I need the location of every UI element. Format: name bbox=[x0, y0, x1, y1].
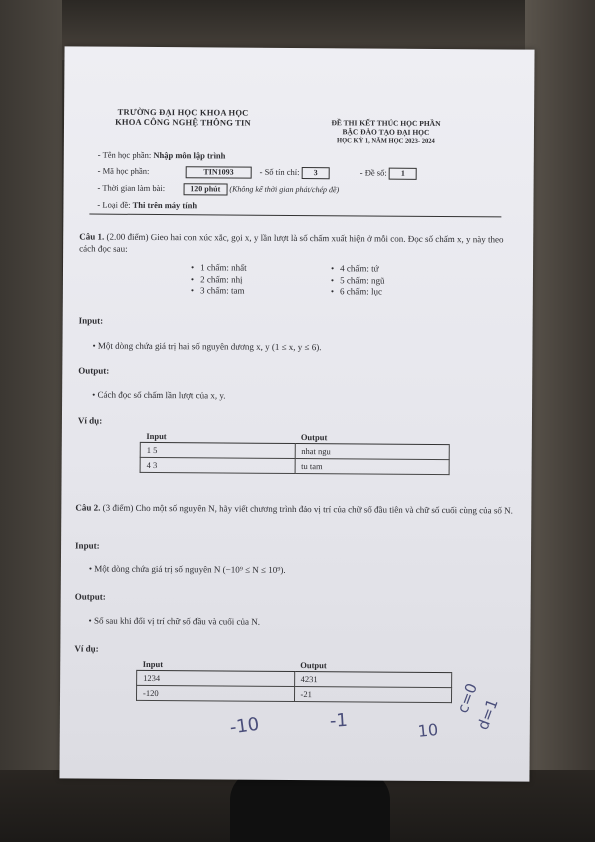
credits-value: 3 bbox=[302, 167, 330, 179]
table-row bbox=[136, 685, 451, 702]
code-row bbox=[98, 166, 498, 181]
credits-label: - Số tín chỉ: bbox=[259, 166, 300, 178]
table-cell: 1 5 bbox=[140, 442, 295, 458]
q1-reading-2: • 2 chấm: nhị bbox=[191, 274, 247, 286]
exam-no-value: 1 bbox=[389, 168, 417, 180]
table-cell: tu tam bbox=[295, 458, 450, 474]
q1-input-label: Input: bbox=[78, 315, 104, 326]
faculty-name: KHOA CÔNG NGHỆ THÔNG TIN bbox=[115, 116, 251, 128]
handwriting-d: c=0 bbox=[453, 680, 481, 716]
q2-input-desc: Một dòng chứa giá trị số nguyên N (−10⁹ ≤ N ≤ 10⁹). bbox=[94, 563, 286, 575]
q1-input-desc: Một dòng chứa giá trị hai số nguyên dương x, y (1 ≤ x, y ≤ 6). bbox=[97, 340, 322, 353]
q2-example-label: Ví dụ: bbox=[74, 643, 99, 654]
table-cell: 4231 bbox=[294, 671, 452, 687]
q1-output-label: Output: bbox=[78, 365, 110, 376]
header-divider bbox=[89, 214, 501, 218]
handwriting-b: -1 bbox=[329, 709, 349, 732]
term: HỌC KỲ 1, NĂM HỌC 2023- 2024 bbox=[337, 137, 435, 145]
course-value: Nhập môn lập trình bbox=[153, 149, 226, 161]
table-cell: 1234 bbox=[137, 670, 295, 686]
table-cell: nhat ngu bbox=[295, 443, 450, 459]
q2-label: Câu 2. bbox=[75, 502, 101, 513]
code-label: - Mã học phần: bbox=[97, 165, 150, 176]
q1-reading-3: • 3 chấm: tam bbox=[191, 285, 247, 297]
header-left bbox=[108, 107, 258, 128]
q1-example-table bbox=[140, 431, 450, 475]
exam-title: ĐỀ THI KẾT THÚC HỌC PHẦN bbox=[331, 118, 441, 128]
q1-reading-5: • 5 chấm: ngũ bbox=[331, 275, 385, 287]
q2-output-desc: Số sau khi đổi vị trí chữ số đầu và cuối của N. bbox=[93, 615, 261, 627]
handwriting-e: d=1 bbox=[473, 696, 502, 733]
time-label: - Thời gian làm bài: bbox=[97, 182, 166, 194]
shadow-figure bbox=[230, 770, 390, 842]
time-row bbox=[98, 183, 340, 197]
table-cell: -120 bbox=[136, 685, 294, 701]
q2-example-table bbox=[136, 659, 452, 703]
code-value: TIN1093 bbox=[185, 166, 251, 178]
q2-text: (3 điểm) Cho một số nguyên N, hãy viết chương trình đảo vị trí của chữ số đầu tiên và chữ số cuối cùng của số N. bbox=[102, 502, 513, 516]
education-level: BẬC ĐÀO TẠO ĐẠI HỌC bbox=[342, 127, 430, 137]
q2-output-label: Output: bbox=[74, 591, 106, 602]
q1-input-text: • Một dòng chứa giá trị hai số nguyên dương x, y (1 ≤ x, y ≤ 6). bbox=[92, 340, 322, 353]
table-cell: -21 bbox=[294, 686, 452, 702]
q1-reading-4: • 4 chấm: tứ bbox=[331, 263, 385, 275]
course-label: - Tên học phần: bbox=[97, 149, 152, 160]
col-input: Input bbox=[140, 431, 295, 444]
type-row bbox=[97, 200, 197, 212]
q1-output-text: • Cách đọc số chấm lần lượt của x, y. bbox=[92, 389, 226, 401]
q1-list-right bbox=[331, 263, 385, 298]
background-right bbox=[525, 0, 595, 842]
q1-label: Câu 1. bbox=[79, 231, 105, 242]
q2-input-text: • Một dòng chứa giá trị số nguyên N (−10⁹ ≤ N ≤ 10⁹). bbox=[88, 563, 286, 575]
q1-text: (2.00 điểm) Gieo hai con xúc xắc, gọi x, y lần lượt là số chấm xuất hiện ở mỗi con. Đọc số chấm x, y này theo cách đọc sau: bbox=[79, 231, 504, 254]
q1-statement bbox=[79, 230, 519, 257]
handwriting-a: -10 bbox=[228, 713, 261, 739]
col-output: Output bbox=[294, 660, 452, 673]
q1-output-desc: Cách đọc số chấm lần lượt của x, y. bbox=[97, 389, 226, 401]
col-output: Output bbox=[295, 432, 450, 445]
q2-input-label: Input: bbox=[75, 540, 100, 551]
q1-example-label: Ví dụ: bbox=[77, 415, 103, 426]
type-value: Thi trên máy tính bbox=[132, 199, 198, 211]
col-input: Input bbox=[137, 659, 295, 672]
university-name: TRƯỜNG ĐẠI HỌC KHOA HỌC bbox=[117, 106, 249, 118]
background-left bbox=[0, 0, 62, 842]
table-row bbox=[140, 457, 449, 474]
type-label: - Loại đề: bbox=[97, 199, 131, 210]
course-row bbox=[98, 150, 226, 162]
table-cell: 4 3 bbox=[140, 457, 295, 473]
exam-paper bbox=[59, 46, 534, 781]
q1-reading-6: • 6 chấm: lục bbox=[331, 286, 385, 298]
handwriting-c: 10 bbox=[416, 719, 440, 741]
exam-no-label: - Đề số: bbox=[359, 167, 387, 178]
q2-statement bbox=[75, 501, 520, 516]
time-note: (Không kể thời gian phát/chép đề) bbox=[229, 184, 340, 195]
q1-reading-1: • 1 chấm: nhất bbox=[191, 262, 247, 274]
header-right bbox=[296, 118, 476, 146]
time-value: 120 phút bbox=[183, 183, 227, 195]
q1-list-left bbox=[191, 262, 247, 297]
q2-output-text: • Số sau khi đổi vị trí chữ số đầu và cuối của N. bbox=[88, 615, 261, 627]
